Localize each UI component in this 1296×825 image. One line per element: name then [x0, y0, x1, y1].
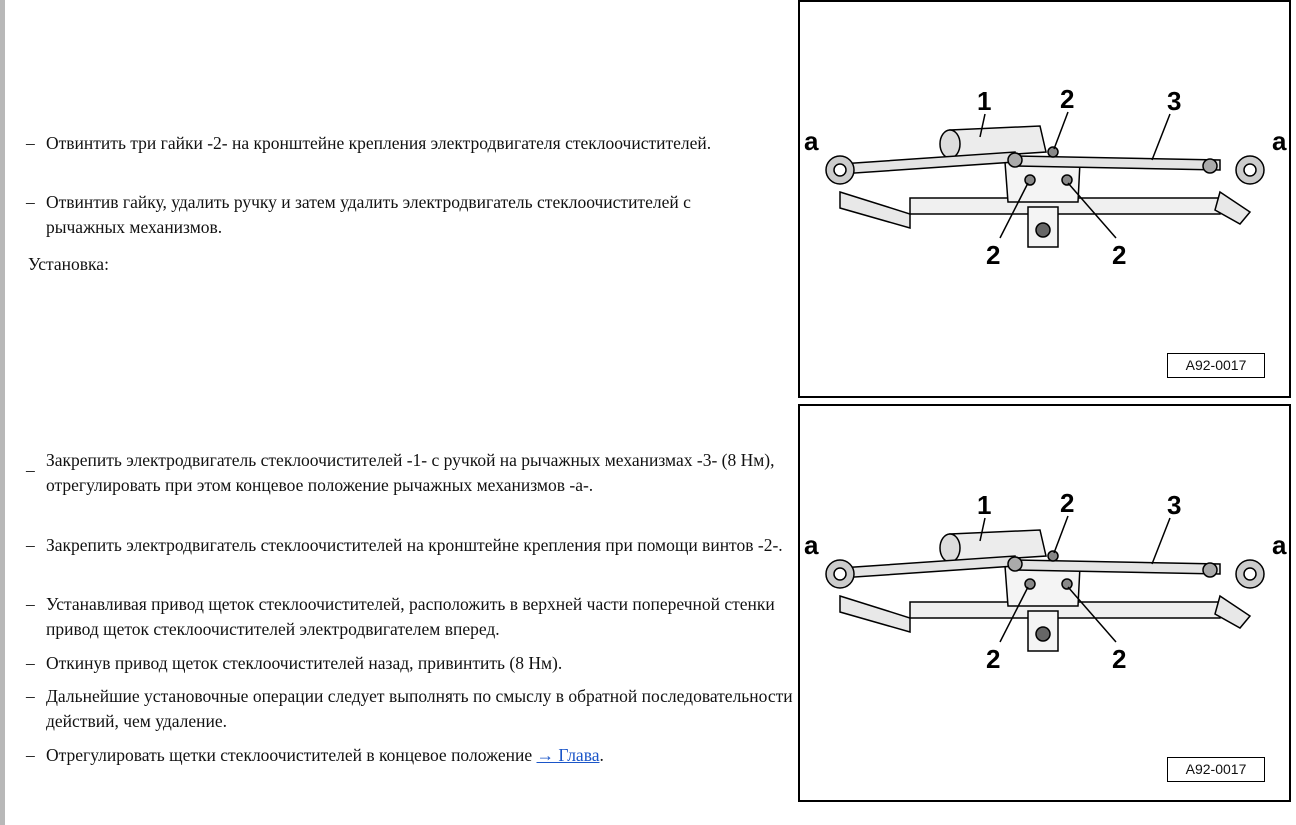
label-nut: 2: [1060, 84, 1075, 114]
label-nut-lower-left: 2: [986, 240, 1001, 270]
label-nut-lower-right: 2: [1112, 644, 1127, 674]
installation-step-6: [26, 743, 796, 768]
step-text-suffix: .: [599, 745, 604, 765]
label-nut-lower-left: 2: [986, 644, 1001, 674]
installation-step-5: [26, 684, 796, 734]
step-text: Закрепить электродвигатель стеклоочистителей на кронштейне крепления при помощи винтов -2-.: [46, 535, 783, 555]
installation-heading: Установка:: [28, 254, 109, 274]
label-end-right: a: [1272, 126, 1287, 156]
wiper-linkage-drawing: [800, 2, 1289, 396]
label-linkage: 3: [1167, 86, 1182, 116]
label-nut: 2: [1060, 488, 1075, 518]
label-motor: 1: [977, 86, 992, 116]
installation-step-4: [26, 651, 796, 676]
chapter-link[interactable]: → Глава: [536, 745, 600, 765]
step-dash: –: [26, 594, 35, 614]
step-dash: –: [26, 192, 35, 212]
step-text: Дальнейшие установочные операции следует выполнять по смыслу в обратной последовательности действий, чем удаление.: [46, 686, 793, 731]
installation-step-1: [26, 448, 796, 498]
step-dash: –: [26, 535, 35, 555]
figure-wiper-removal: [798, 0, 1291, 398]
label-motor: 1: [977, 490, 992, 520]
label-end-left: a: [804, 530, 819, 560]
removal-step-1: [26, 131, 726, 156]
removal-step-2: [26, 190, 726, 240]
installation-step-3: [26, 592, 796, 642]
step-dash: –: [26, 460, 35, 480]
page-left-border: [0, 0, 5, 825]
label-nut-lower-right: 2: [1112, 240, 1127, 270]
step-dash: –: [26, 686, 35, 706]
figure-code: A92-0017: [1167, 353, 1265, 378]
figure-wiper-installation: [798, 404, 1291, 802]
step-text: Устанавливая привод щеток стеклоочистителей, расположить в верхней части поперечной стенки привод щеток стеклоочистителей электродвигателем вперед.: [46, 594, 775, 639]
label-end-right: a: [1272, 530, 1287, 560]
step-dash: –: [26, 133, 35, 153]
step-dash: –: [26, 745, 35, 765]
step-text: Отвинтить три гайки -2- на кронштейне крепления электродвигателя стеклоочистителей.: [46, 133, 712, 153]
label-linkage: 3: [1167, 490, 1182, 520]
step-dash: –: [26, 653, 35, 673]
label-end-left: a: [804, 126, 819, 156]
installation-step-2: [26, 533, 796, 558]
step-text-main: Отрегулировать щетки стеклоочистителей в концевое положение: [46, 745, 537, 765]
wiper-linkage-drawing: [800, 406, 1289, 800]
figure-code: A92-0017: [1167, 757, 1265, 782]
step-text: Откинув привод щеток стеклоочистителей назад, привинтить (8 Нм).: [46, 653, 563, 673]
step-text: Отвинтив гайку, удалить ручку и затем удалить электродвигатель стеклоочистителей с рычажных механизмов.: [46, 192, 691, 237]
step-text: [46, 743, 796, 768]
step-text: Закрепить электродвигатель стеклоочистителей -1- с ручкой на рычажных механизмах -3- (8 Нм), отрегулировать при этом концевое положение рычажных механизмов -а-.: [46, 450, 775, 495]
